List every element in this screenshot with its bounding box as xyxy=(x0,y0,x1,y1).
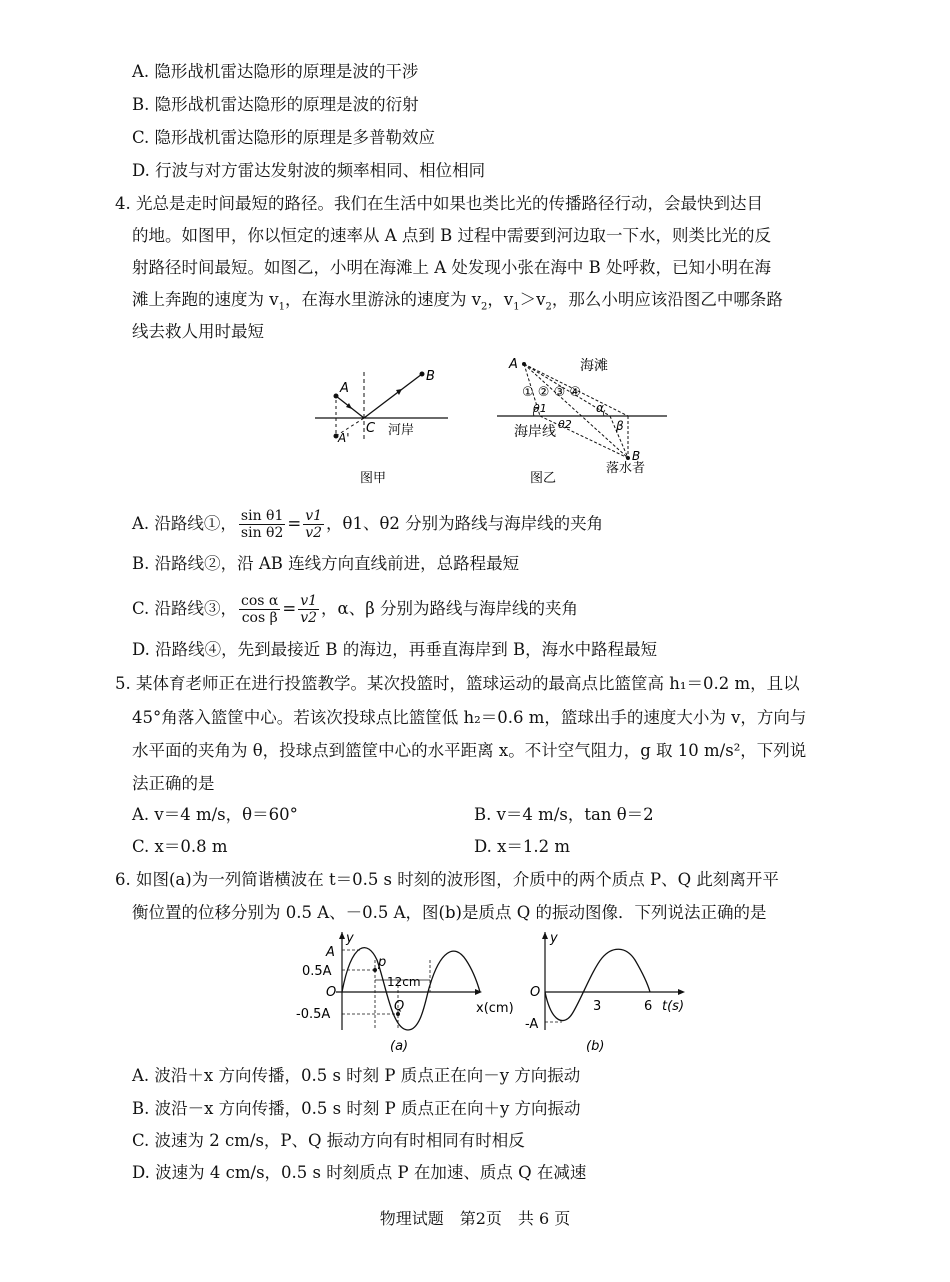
yi-label-b: B xyxy=(632,449,641,463)
q6-option-d: D. 波速为 4 cm/s，0.5 s 时刻质点 P 在加速、质点 Q 在减速 xyxy=(132,1163,587,1182)
q5-option-d: D. x＝1.2 m xyxy=(474,837,571,856)
q5-stem-line2: 45°角落入篮筐中心。若该次投球点比篮筐低 h₂＝0.6 m，篮球出手的速度大小为 v，方向与 xyxy=(132,708,807,727)
q4-option-b: B. 沿路线②，沿 AB 连线方向直线前进，总路程最短 xyxy=(132,554,520,573)
wave-a-y-label: y xyxy=(346,931,354,946)
jia-label-a-prime: A' xyxy=(338,431,350,445)
q3-option-b: B. 隐形战机雷达隐形的原理是波的衍射 xyxy=(132,95,419,114)
q4-option-d: D. 沿路线④，先到最接近 B 的海边，再垂直海岸到 B，海水中路程最短 xyxy=(132,640,658,659)
figure-b-vibration xyxy=(520,930,700,1058)
point-q-label: Q xyxy=(394,999,405,1014)
q6-stem-line2: 衡位置的位移分别为 0.5 A、－0.5 A，图(b)是质点 Q 的振动图像．下列说法正确的是 xyxy=(132,903,767,922)
tick-3-label: 3 xyxy=(593,999,602,1014)
wave-a-neg-half-label: -0.5A xyxy=(296,1007,331,1022)
wave-b-origin: O xyxy=(530,985,541,1000)
figure-jia xyxy=(310,360,460,490)
jia-label-a: A xyxy=(340,381,349,396)
yi-label-a: A xyxy=(509,357,518,372)
wave-b-y-label: y xyxy=(550,931,558,946)
yi-alpha: α xyxy=(596,401,604,415)
q4-option-c: C. 沿路线③， $\frac{\text{cos α}}{\text{cos β}}$ = $\frac{v1}{v2}$ ，α、β 分别为路线与海岸线的夹角 xyxy=(132,593,578,626)
yi-victim-label: 落水者 xyxy=(606,461,646,476)
q4-stem-line2: 的地。如图甲，你以恒定的速率从 A 点到 B 过程中需要到河边取一下水，则类比光的反 xyxy=(132,226,772,245)
q4-stem-line3: 射路径时间最短。如图乙，小明在海滩上 A 处发现小张在海中 B 处呼救，已知小明在海 xyxy=(132,258,772,277)
wave-a-caption: (a) xyxy=(390,1039,409,1054)
yi-shore-label: 海岸线 xyxy=(514,424,556,440)
jia-caption: 图甲 xyxy=(360,471,387,486)
yi-route-labels: ① ② ③ ④ xyxy=(522,385,582,400)
wave-a-half-label: 0.5A xyxy=(302,964,332,979)
point-p-label: p xyxy=(378,955,387,970)
q5-stem-line4: 法正确的是 xyxy=(132,774,215,793)
q6-option-b: B. 波沿－x 方向传播，0.5 s 时刻 P 质点正在向＋y 方向振动 xyxy=(132,1099,581,1118)
wave-a-origin: O xyxy=(326,985,337,1000)
q3-option-c: C. 隐形战机雷达隐形的原理是多普勒效应 xyxy=(132,128,436,147)
wave-b-caption: (b) xyxy=(586,1039,605,1054)
wave-a-amplitude-label: A xyxy=(326,945,335,960)
q5-option-b: B. v＝4 m/s，tan θ＝2 xyxy=(474,805,654,824)
q5-stem-line3: 水平面的夹角为 θ，投球点到篮筐中心的水平距离 x。不计空气阻力，g 取 10 m/s²，下列说 xyxy=(132,741,807,760)
jia-label-c: C xyxy=(366,421,376,436)
q6-stem-line1: 6. 如图(a)为一列简谐横波在 t＝0.5 s 时刻的波形图，介质中的两个质点 P、Q 此刻离开平 xyxy=(115,870,779,889)
distance-label: 12cm xyxy=(387,975,421,989)
jia-label-b: B xyxy=(426,369,435,384)
q5-stem-line1: 5. 某体育老师正在进行投篮教学。某次投篮时，篮球运动的最高点比篮筐高 h₁＝0.2 m，且以 xyxy=(115,674,800,693)
wave-a-x-label: x(cm) xyxy=(476,1001,514,1016)
q3-option-d: D. 行波与对方雷达发射波的频率相同、相位相同 xyxy=(132,161,486,180)
yi-theta1: θ1 xyxy=(533,402,547,415)
wave-b-t-label: t(s) xyxy=(662,999,685,1014)
tick-6-label: 6 xyxy=(644,999,653,1014)
yi-theta2: θ2 xyxy=(558,418,572,431)
q4-stem-line5: 线去救人用时最短 xyxy=(132,322,264,341)
q4-option-a: A. 沿路线①， $\frac{\text{sin θ1}}{\text{sin θ2}}$ = $\frac{v1}{v2}$ ，θ1、θ2 分别为路线与海岸线的夹角 xyxy=(132,508,604,541)
figure-yi xyxy=(492,350,672,490)
q6-option-a: A. 波沿＋x 方向传播，0.5 s 时刻 P 质点正在向－y 方向振动 xyxy=(132,1066,581,1085)
q3-option-a: A. 隐形战机雷达隐形的原理是波的干涉 xyxy=(132,62,419,81)
q5-option-c: C. x＝0.8 m xyxy=(132,837,228,856)
q4-stem-line1: 4. 光总是走时间最短的路径。我们在生活中如果也类比光的传播路径行动，会最快到达目 xyxy=(115,194,763,213)
figure-a-waveform xyxy=(290,930,520,1058)
yi-beta: β xyxy=(616,419,624,433)
page-footer: 物理试题 第2页 共 6 页 xyxy=(379,1209,571,1228)
yi-caption: 图乙 xyxy=(530,471,557,486)
yi-beach-label: 海滩 xyxy=(580,358,608,374)
q4-stem-line4: 滩上奔跑的速度为 $v_1$，在海水里游泳的速度为 $v_2$，$v_1>v_2$，那么小明应该沿图乙中哪条路 xyxy=(132,290,783,313)
wave-b-neg-a-label: -A xyxy=(525,1017,539,1032)
jia-river-label: 河岸 xyxy=(388,423,415,438)
q5-option-a: A. v＝4 m/s，θ＝60° xyxy=(132,805,298,824)
q6-option-c: C. 波速为 2 cm/s，P、Q 振动方向有时相同有时相反 xyxy=(132,1131,525,1150)
